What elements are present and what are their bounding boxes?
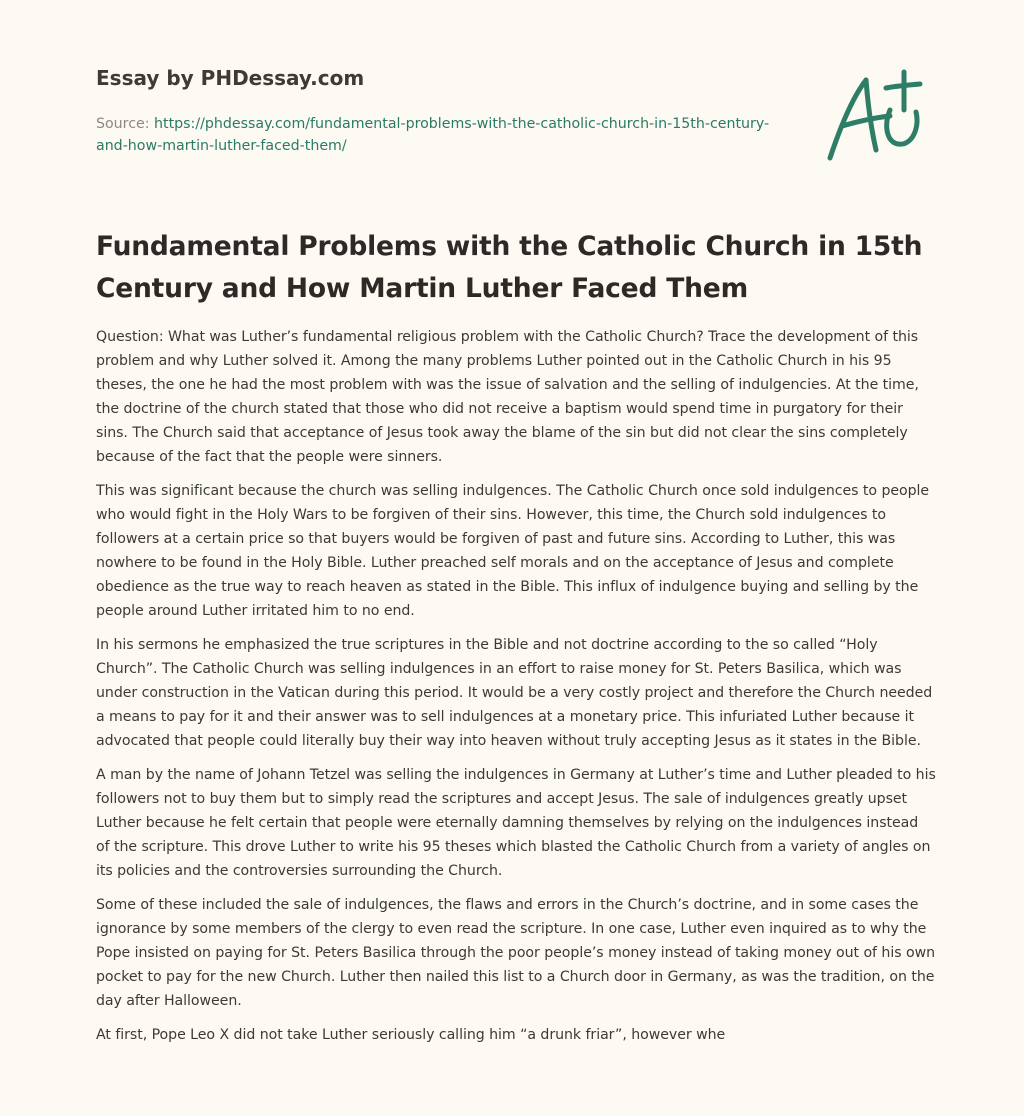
essay-paragraph: At first, Pope Leo X did not take Luther seriously calling him “a drunk friar”, however whe [96,1027,726,1043]
site-title: Essay by PHDessay.com [96,66,365,90]
essay-body [96,325,936,1057]
source-line [96,113,776,157]
essay-paragraph: Question: What was Luther’s fundamental religious problem with the Catholic Church? Trace the development of this problem and why Luther solved it. Among the many problems Luther pointed out in the Catholic Church in his 95 theses, the one he had the most problem with was the issue of salvation and the selling of indulgencies. At the time, the doctrine of the church stated that those who did not receive a baptism would spend time in purgatory for their sins. The Church said that acceptance of Jesus took away the blame of the sin but did not clear the sins completely because of the fact that the people were sinners. [96,329,919,465]
essay-title: Fundamental Problems with the Catholic Church in 15th Century and How Martin Luther Faced Them [96,231,923,304]
essay-paragraph: Some of these included the sale of indulgences, the flaws and errors in the Church’s doctrine, and in some cases the ignorance by some members of the clergy to even read the scripture. In one case, Luther even inquired as to why the Pope insisted on paying for St. Peters Basilica through the poor people’s money instead of taking money out of his own pocket to pay for the new Church. Luther then nailed this list to a Church door in Germany, as was the tradition, on the day after Halloween. [96,897,936,1009]
essay-paragraph: In his sermons he emphasized the true scriptures in the Bible and not doctrine according to the so called “Holy Church”. The Catholic Church was selling indulgences in an effort to raise money for St. Peters Basilica, which was under construction in the Vatican during this period. It would be a very costly project and therefore the Church needed a means to pay for it and their answer was to sell indulgences at a monetary price. This infuriated Luther because it advocated that people could literally buy their way into heaven without truly accepting Jesus as it states in the Bible. [96,637,933,749]
source-label: Source: [96,116,150,132]
essay-paragraph: A man by the name of Johann Tetzel was selling the indulgences in Germany at Luther’s time and Luther pleaded to his followers not to buy them but to simply read the scriptures and accept Jesus. The sale of indulgences greatly upset Luther because he felt certain that people were eternally damning themselves by relying on the indulgences instead of the scripture. This drove Luther to write his 95 theses which blasted the Catholic Church from a variety of angles on its policies and the controversies surrounding the Church. [96,767,936,879]
a-plus-logo [818,66,930,166]
essay-paragraph: This was significant because the church was selling indulgences. The Catholic Church once sold indulgences to people who would fight in the Holy Wars to be forgiven of their sins. However, this time, the Church sold indulgences to followers at a certain price so that buyers would be forgiven of past and future sins. According to Luther, this was nowhere to be found in the Holy Bible. Luther preached self morals and on the acceptance of Jesus and complete obedience as the true way to reach heaven as stated in the Bible. This influx of indulgence buying and selling by the people around Luther irritated him to no end. [96,483,930,619]
source-link[interactable]: https://phdessay.com/fundamental-problems-with-the-catholic-church-in-15th-century-and-how-martin-luther-faced-them/ [96,116,770,154]
